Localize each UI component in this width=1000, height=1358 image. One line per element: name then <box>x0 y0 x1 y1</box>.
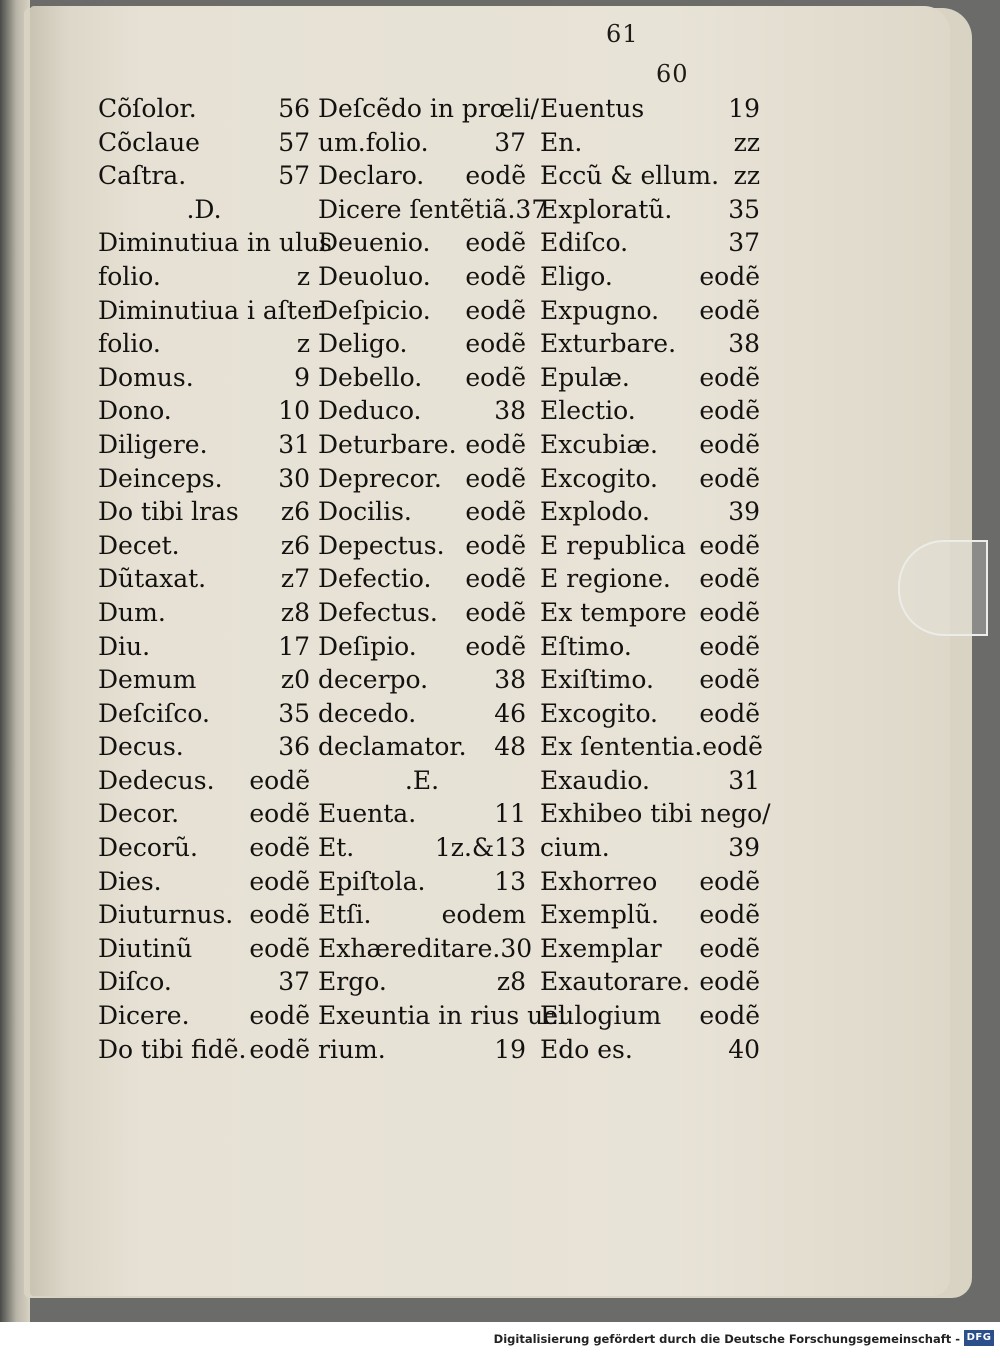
index-entry <box>540 294 760 328</box>
index-term: Deſipio. <box>318 631 417 661</box>
index-reference: eodẽ <box>249 933 310 963</box>
index-column-1 <box>98 92 333 1066</box>
index-entry <box>318 394 526 428</box>
index-reference: eodẽ <box>699 698 760 728</box>
index-term: decerpo. <box>318 665 429 695</box>
index-reference: eodẽ <box>699 261 760 291</box>
index-entry <box>318 193 548 227</box>
index-entry <box>540 898 760 932</box>
index-reference: 57 <box>278 161 310 191</box>
index-entry <box>318 562 526 596</box>
index-entry <box>98 932 310 966</box>
index-reference: z6 <box>280 530 310 560</box>
index-reference: eodẽ <box>699 665 760 695</box>
index-term: Ex tempore <box>540 597 687 627</box>
index-term: Deuenio. <box>318 228 431 258</box>
index-entry <box>318 596 526 630</box>
index-term: Do tibi fidẽ. <box>98 1034 247 1064</box>
index-entry <box>540 797 771 831</box>
index-reference: eodẽ <box>465 228 526 258</box>
index-term: Eulogium <box>540 1001 662 1031</box>
index-entry <box>98 126 310 160</box>
index-term: Diuturnus. <box>98 900 234 930</box>
index-term: folio. <box>98 329 161 359</box>
index-entry <box>318 898 526 932</box>
index-entry <box>98 193 310 227</box>
index-term: Et. <box>318 833 355 863</box>
index-term: Excubiæ. <box>540 429 658 459</box>
index-entry <box>98 260 310 294</box>
index-term: Diligere. <box>98 429 208 459</box>
index-entry <box>98 697 310 731</box>
index-reference: z <box>296 329 310 359</box>
index-term: Euentus <box>540 94 645 123</box>
index-reference: eodẽ <box>465 631 526 661</box>
index-column-2 <box>318 92 566 1066</box>
index-term: Euenta. <box>318 799 417 829</box>
index-reference: eodem <box>441 900 526 930</box>
index-entry <box>540 394 760 428</box>
index-entry <box>318 126 526 160</box>
index-entry <box>540 630 760 664</box>
index-reference: 38 <box>494 665 526 695</box>
index-reference: eodẽ <box>465 530 526 560</box>
page-tab-marker <box>898 540 988 636</box>
index-reference: eodẽ <box>699 530 760 560</box>
index-term: Domus. <box>98 362 194 392</box>
index-term: cium. <box>540 833 610 863</box>
index-entry <box>540 159 760 193</box>
index-reference: eodẽ <box>249 799 310 829</box>
index-entry <box>318 697 526 731</box>
index-term: E republica <box>540 530 686 560</box>
index-entry <box>540 226 760 260</box>
index-entry <box>540 831 760 865</box>
index-entry <box>98 999 310 1033</box>
index-reference: eodẽ <box>465 362 526 392</box>
index-entry <box>318 831 526 865</box>
index-entry <box>318 932 533 966</box>
index-reference: 40 <box>728 1034 760 1064</box>
index-reference: eodẽ <box>699 429 760 459</box>
index-entry <box>98 92 310 126</box>
index-reference: 30 <box>278 463 310 493</box>
index-entry <box>98 327 310 361</box>
index-reference: 17 <box>278 631 310 661</box>
index-reference: eodẽ <box>465 564 526 594</box>
index-term: Expugno. <box>540 295 660 325</box>
index-term: Exhæreditare. <box>318 933 501 963</box>
index-reference: eodẽ <box>249 1001 310 1031</box>
index-reference: 39 <box>728 833 760 863</box>
index-reference: eodẽ <box>699 463 760 493</box>
index-term: Cõſolor. <box>98 94 197 123</box>
index-term: Dum. <box>98 597 166 627</box>
index-term: Deuoluo. <box>318 261 431 291</box>
index-reference: eodẽ <box>249 833 310 863</box>
index-term: Dono. <box>98 396 172 426</box>
index-term: Deinceps. <box>98 463 223 493</box>
index-term: Depectus. <box>318 530 445 560</box>
index-entry <box>540 428 760 462</box>
index-entry <box>318 495 526 529</box>
index-term: Dũtaxat. <box>98 564 207 594</box>
folio-number-top: 61 <box>606 20 639 48</box>
index-term: Deprecor. <box>318 463 442 493</box>
index-entry <box>98 1033 310 1067</box>
index-term: Docilis. <box>318 497 412 527</box>
index-entry <box>318 999 566 1033</box>
index-term: Exhorreo <box>540 866 658 896</box>
index-term: Exemplũ. <box>540 900 659 930</box>
index-entry <box>318 361 526 395</box>
index-entry <box>98 462 310 496</box>
index-term: Explodo. <box>540 497 650 527</box>
index-reference: 36 <box>278 732 310 762</box>
index-reference: eodẽ <box>465 295 526 325</box>
index-term: Cõclaue <box>98 127 200 157</box>
index-column-3 <box>540 92 771 1066</box>
index-term: Etſi. <box>318 900 372 930</box>
index-entry <box>318 630 526 664</box>
index-term: Epulæ. <box>540 362 630 392</box>
digitization-footer <box>0 1322 1000 1358</box>
index-entry <box>98 730 310 764</box>
index-entry <box>318 462 526 496</box>
index-term: Deligo. <box>318 329 408 359</box>
index-entry <box>98 898 310 932</box>
index-entry <box>98 865 310 899</box>
index-term: Declaro. <box>318 161 425 191</box>
index-term: Defectus. <box>318 597 438 627</box>
index-entry <box>318 865 526 899</box>
index-reference: 39 <box>728 497 760 527</box>
index-term: Excogito. <box>540 463 659 493</box>
index-term: Exiſtimo. <box>540 665 654 695</box>
index-reference: 9 <box>294 362 310 392</box>
index-reference: eodẽ <box>249 900 310 930</box>
index-entry <box>318 428 526 462</box>
index-term: .E. <box>404 765 440 795</box>
index-reference: eodẽ <box>465 161 526 191</box>
index-reference: 38 <box>728 329 760 359</box>
dfg-logo: DFG <box>964 1330 994 1346</box>
index-reference: 46 <box>494 698 526 728</box>
index-reference: eodẽ <box>465 261 526 291</box>
index-reference: 56 <box>278 94 310 123</box>
index-entry <box>318 294 526 328</box>
index-reference: eodẽ <box>699 564 760 594</box>
index-term: Deduco. <box>318 396 422 426</box>
index-term: Dicere ſentẽtiã. <box>318 194 516 224</box>
index-entry <box>540 865 760 899</box>
index-term: Eſtimo. <box>540 631 632 661</box>
index-term: Diutinũ <box>98 933 193 963</box>
index-reference: 19 <box>728 94 760 123</box>
index-entry <box>540 965 760 999</box>
index-entry <box>540 663 760 697</box>
index-entry <box>540 1033 760 1067</box>
index-entry <box>318 730 526 764</box>
index-entry <box>318 159 526 193</box>
index-entry <box>540 529 760 563</box>
index-entry <box>98 394 310 428</box>
index-reference: 38 <box>494 396 526 426</box>
index-entry <box>540 730 763 764</box>
index-reference: 35 <box>728 194 760 224</box>
index-term: Ergo. <box>318 967 387 997</box>
index-term: E regione. <box>540 564 671 594</box>
index-entry <box>98 159 310 193</box>
index-reference: z8 <box>280 597 310 627</box>
index-entry <box>540 764 760 798</box>
index-entry <box>98 663 310 697</box>
index-term: Debello. <box>318 362 423 392</box>
index-reference: 48 <box>494 732 526 762</box>
index-entry <box>540 999 760 1033</box>
index-reference: 11 <box>494 799 526 829</box>
index-term: Deſpicio. <box>318 295 431 325</box>
index-reference: 37 <box>515 194 548 224</box>
index-term: .D. <box>186 194 222 224</box>
index-reference: eodẽ <box>465 463 526 493</box>
index-term: Exautorare. <box>540 967 690 997</box>
index-reference: eodẽ <box>699 631 760 661</box>
index-reference: eodẽ <box>465 597 526 627</box>
index-reference: eodẽ <box>465 497 526 527</box>
index-reference: 37 <box>494 127 526 157</box>
index-entry <box>540 596 760 630</box>
index-term: Exhibeo tibi nego/ <box>540 799 771 829</box>
index-entry <box>98 831 310 865</box>
index-reference: eodẽ <box>699 900 760 930</box>
index-reference: eodẽ <box>699 396 760 426</box>
index-entry <box>98 562 310 596</box>
index-term: Decus. <box>98 732 184 762</box>
index-term: Deturbare. <box>318 429 457 459</box>
index-term: Deſcẽdo in prœli/ <box>318 94 540 123</box>
index-reference: 1z.&13 <box>434 833 526 863</box>
index-reference: z7 <box>280 564 310 594</box>
index-reference: z8 <box>496 967 526 997</box>
index-entry <box>318 327 526 361</box>
index-term: Decet. <box>98 530 180 560</box>
index-entry <box>98 294 324 328</box>
index-entry <box>540 562 760 596</box>
index-reference: 57 <box>278 127 310 157</box>
index-term: um.folio. <box>318 127 429 157</box>
index-reference: z6 <box>280 497 310 527</box>
index-entry <box>540 697 760 731</box>
index-entry <box>540 92 760 126</box>
index-term: Caſtra. <box>98 161 187 191</box>
index-term: Exemplar <box>540 933 662 963</box>
index-term: Exeuntia in rius uel <box>318 1001 566 1031</box>
index-term: Electio. <box>540 396 636 426</box>
index-term: Epiſtola. <box>318 866 426 896</box>
index-term: Eligo. <box>540 261 613 291</box>
index-entry <box>540 260 760 294</box>
index-entry <box>98 529 310 563</box>
index-entry <box>540 193 760 227</box>
index-reference: zz <box>733 161 760 191</box>
index-reference: eodẽ <box>699 967 760 997</box>
index-entry <box>318 797 526 831</box>
index-entry <box>318 1033 526 1067</box>
index-term: Decor. <box>98 799 180 829</box>
index-term: decedo. <box>318 698 417 728</box>
index-reference: eodẽ <box>699 866 760 896</box>
index-entry <box>540 126 760 160</box>
index-entry <box>318 226 526 260</box>
index-term: Dies. <box>98 866 162 896</box>
index-entry <box>98 797 310 831</box>
folio-number: 60 <box>656 60 689 88</box>
index-reference: z <box>296 261 310 291</box>
index-entry <box>318 965 526 999</box>
index-term: Exturbare. <box>540 329 677 359</box>
index-entry <box>98 226 333 260</box>
index-reference: 37 <box>278 967 310 997</box>
index-entry <box>318 764 526 798</box>
index-entry <box>98 428 310 462</box>
index-term: Diminutiua i aſter <box>98 295 324 325</box>
index-reference: eodẽ <box>699 597 760 627</box>
index-reference: eodẽ <box>465 429 526 459</box>
index-reference: eodẽ <box>465 329 526 359</box>
index-reference: 30 <box>500 933 533 963</box>
index-entry <box>540 495 760 529</box>
index-entry <box>540 462 760 496</box>
index-reference: 37 <box>728 228 760 258</box>
footer-credit: Digitalisierung gefördert durch die Deutsche Forschungsgemeinschaft - <box>493 1332 960 1346</box>
index-reference: 10 <box>278 396 310 426</box>
index-entry <box>98 764 310 798</box>
index-reference: eodẽ <box>702 732 763 762</box>
index-reference: z0 <box>280 665 310 695</box>
index-entry <box>98 495 310 529</box>
index-reference: zz <box>733 127 760 157</box>
index-reference: eodẽ <box>249 1034 310 1064</box>
index-entry <box>318 529 526 563</box>
index-entry <box>318 260 526 294</box>
index-reference: 19 <box>494 1034 526 1064</box>
index-term: Decorũ. <box>98 833 198 863</box>
index-term: Ediſco. <box>540 228 629 258</box>
index-reference: 31 <box>278 429 310 459</box>
index-term: En. <box>540 127 583 157</box>
index-term: Excogito. <box>540 698 659 728</box>
index-term: folio. <box>98 261 161 291</box>
index-entry <box>540 327 760 361</box>
index-reference: eodẽ <box>699 933 760 963</box>
index-term: Dedecus. <box>98 765 215 795</box>
index-term: Demum <box>98 665 197 695</box>
index-term: Do tibi lras <box>98 497 239 527</box>
index-term: Diſco. <box>98 967 172 997</box>
index-reference: 35 <box>278 698 310 728</box>
index-term: Exaudio. <box>540 765 650 795</box>
index-reference: eodẽ <box>249 866 310 896</box>
index-entry <box>318 663 526 697</box>
index-entry <box>540 932 760 966</box>
index-entry <box>98 630 310 664</box>
index-term: Diminutiua in ulus <box>98 228 333 258</box>
index-term: Dicere. <box>98 1001 190 1031</box>
index-term: declamator. <box>318 732 467 762</box>
index-entry <box>98 965 310 999</box>
index-term: Edo es. <box>540 1034 633 1064</box>
index-reference: eodẽ <box>699 295 760 325</box>
index-reference: 13 <box>494 866 526 896</box>
index-term: Ex ſententia. <box>540 732 703 762</box>
index-term: Deſciſco. <box>98 698 210 728</box>
index-term: Diu. <box>98 631 151 661</box>
index-term: Exploratũ. <box>540 194 673 224</box>
index-term: Eccũ & ellum. <box>540 161 720 191</box>
index-term: Defectio. <box>318 564 432 594</box>
index-reference: eodẽ <box>699 1001 760 1031</box>
index-entry <box>540 361 760 395</box>
index-term: rium. <box>318 1034 386 1064</box>
index-entry <box>98 596 310 630</box>
index-reference: eodẽ <box>249 765 310 795</box>
index-reference: 31 <box>728 765 760 795</box>
index-entry <box>318 92 540 126</box>
index-reference: eodẽ <box>699 362 760 392</box>
index-entry <box>98 361 310 395</box>
